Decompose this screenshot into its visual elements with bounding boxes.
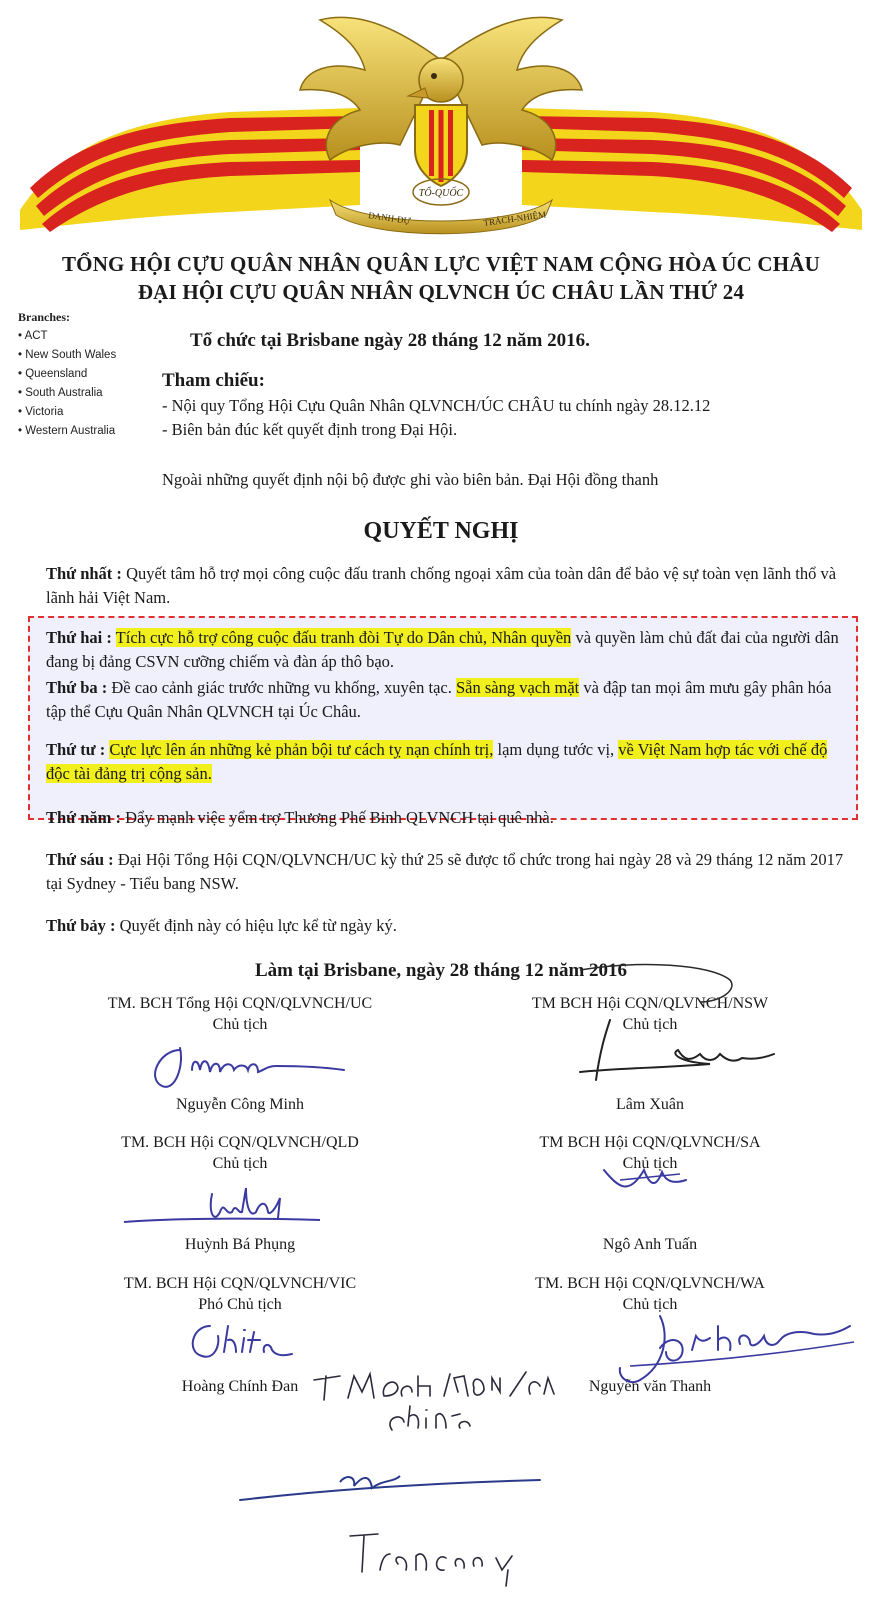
highlighted-text: về Việt Nam hợp tác với chế độ độc tài đảng trị cộng sản. <box>46 740 828 783</box>
branches-list <box>18 308 116 441</box>
branch-item: • Victoria <box>18 406 64 418</box>
ribbon-left <box>20 108 360 232</box>
signatory-name: Huỳnh Bá Phụng <box>184 1236 296 1253</box>
signatory-org: TM. BCH Tổng Hội CQN/QLVNCH/UC <box>107 995 373 1012</box>
branch-item: • South Australia <box>18 387 103 399</box>
resolution-text: Quyết tâm hỗ trợ mọi công cuộc đấu tranh chống ngoại xâm của toàn dân để bảo vệ sự toàn vẹn lãnh thổ và lãnh hải Việt Nam. <box>46 564 837 607</box>
resolution-label: Thứ bảy : <box>46 916 116 935</box>
signatory-role: Chủ tịch <box>212 1155 268 1172</box>
signatory-role: Chủ tịch <box>622 1155 678 1172</box>
signatory-org: TM BCH Hội CQN/QLVNCH/SA <box>539 1134 761 1151</box>
resolution-label: Thứ ba : <box>46 678 108 697</box>
resolution-label: Thứ sáu : <box>46 850 114 869</box>
reference-heading: Tham chiếu: <box>162 370 265 391</box>
signatory-name: Nguyễn văn Thanh <box>588 1378 712 1395</box>
highlighted-text: Tích cực hỗ trợ công cuộc đấu tranh đòi Tự do Dân chủ, Nhân quyền <box>115 628 572 647</box>
resolution-text: Đại Hội Tổng Hội CQN/QLVNCH/UC kỳ thứ 25 sẽ được tổ chức trong hai ngày 28 và 29 tháng 12 năm 2017 tại Sydney - Tiểu bang NSW. <box>46 850 844 893</box>
resolution-label: Thứ năm : <box>46 808 121 827</box>
signatory-role: Chủ tịch <box>622 1016 678 1033</box>
signature-scrawl <box>600 1306 860 1396</box>
resolution-text: Quyết định này có hiệu lực kể từ ngày ký. <box>115 916 397 935</box>
resolution-text: và đập tan mọi âm mưu gây phân hóa tập thể Cựu Quân Nhân QLVNCH tại Úc Châu. <box>46 678 832 721</box>
emblem-banner <box>0 0 882 240</box>
made-at-line: Làm tại Brisbane, ngày 28 tháng 12 năm 2016 <box>254 960 628 981</box>
motto-right-text: TRÁCH-NHIỆM <box>482 209 547 228</box>
branch-item: • Western Australia <box>18 425 116 437</box>
header-line-1: TỔNG HỘI CỰU QUÂN NHÂN QUÂN LỰC VIỆT NAM CỘNG HÒA ÚC CHÂU <box>61 252 821 276</box>
handwritten-act-note <box>300 1352 560 1452</box>
branch-item: • Queensland <box>18 368 88 380</box>
branches-title: Branches: <box>18 310 70 324</box>
branch-item: • ACT <box>18 330 48 342</box>
motto-band <box>330 179 552 234</box>
document-title: QUYẾT NGHỊ <box>363 518 519 544</box>
signatory-org: TM. BCH Hội CQN/QLVNCH/QLD <box>121 1134 359 1151</box>
resolution-label: Thứ nhất : <box>46 564 122 583</box>
signatory-name: Nguyễn Công Minh <box>176 1096 304 1113</box>
signatory-org: TM BCH Hội CQN/QLVNCH/NSW <box>531 995 769 1012</box>
reference-item: - Biên bản đúc kết quyết định trong Đại Hội. <box>162 420 458 439</box>
resolution-1 <box>46 562 846 610</box>
signatory-role: Chủ tịch <box>212 1016 268 1033</box>
signature-scrawl <box>180 1316 310 1366</box>
header-line-2: ĐẠI HỘI CỰU QUÂN NHÂN QLVNCH ÚC CHÂU LẦN THỨ 24 <box>137 280 745 304</box>
signatory-name: Ngô Anh Tuấn <box>602 1236 698 1253</box>
reference-item: - Nội quy Tổng Hội Cựu Quân Nhân QLVNCH/ÚC CHÂU tu chính ngày 28.12.12 <box>162 396 711 415</box>
signature-scrawl <box>590 1150 700 1210</box>
resolution-3 <box>46 676 846 724</box>
ribbon-right <box>522 108 862 232</box>
resolution-label: Thứ tư : <box>46 740 106 759</box>
resolution-7 <box>46 914 846 938</box>
signature-scrawl <box>140 1030 350 1100</box>
resolution-5 <box>46 806 846 830</box>
resolution-text: Đề cao cảnh giác trước những vu khống, xuyên tạc. <box>107 678 456 697</box>
intro-text: Ngoài những quyết định nội bộ được ghi vào biên bản. Đại Hội đồng thanh <box>162 470 659 489</box>
resolution-2 <box>46 626 846 674</box>
signatory-name: Hoàng Chính Đan <box>181 1378 299 1395</box>
motto-left-text: DANH-DỰ <box>367 210 412 226</box>
highlighted-text: Cực lực lên án những kẻ phản bội tư cách tỵ nạn chính trị, <box>109 740 494 759</box>
resolution-label: Thứ hai : <box>46 628 112 647</box>
organized-at-line: Tổ chức tại Brisbane ngày 28 tháng 12 năm 2016. <box>190 330 590 351</box>
resolution-text: lạm dụng tước vị, <box>493 740 619 759</box>
signatory-name: Lâm Xuân <box>616 1096 684 1113</box>
signatory-org: TM. BCH Hội CQN/QLVNCH/VIC <box>123 1275 357 1292</box>
resolution-text: Đẩy mạnh việc yểm trợ Thương Phế Binh QLVNCH tại quê nhà. <box>121 808 554 827</box>
shield-icon <box>415 105 467 186</box>
signature-scrawl <box>560 950 780 1100</box>
resolution-4 <box>46 738 846 786</box>
resolution-text: và quyền làm chủ đất đai của người dân đang bị đảng CSVN cưỡng chiếm và đàn áp thô bạo. <box>46 628 839 671</box>
resolution-6 <box>46 848 846 896</box>
signatory-role: Phó Chủ tịch <box>198 1296 282 1313</box>
signature-scrawl <box>120 1172 330 1242</box>
highlighted-text: Sẵn sàng vạch mặt <box>455 678 580 697</box>
signatory-role: Chủ tịch <box>622 1296 678 1313</box>
branch-item: • New South Wales <box>18 349 117 361</box>
signatory-org: TM. BCH Hội CQN/QLVNCH/WA <box>535 1275 765 1292</box>
motto-center-text: TỔ-QUỐC <box>418 188 464 199</box>
handwritten-act-signature <box>230 1462 550 1592</box>
